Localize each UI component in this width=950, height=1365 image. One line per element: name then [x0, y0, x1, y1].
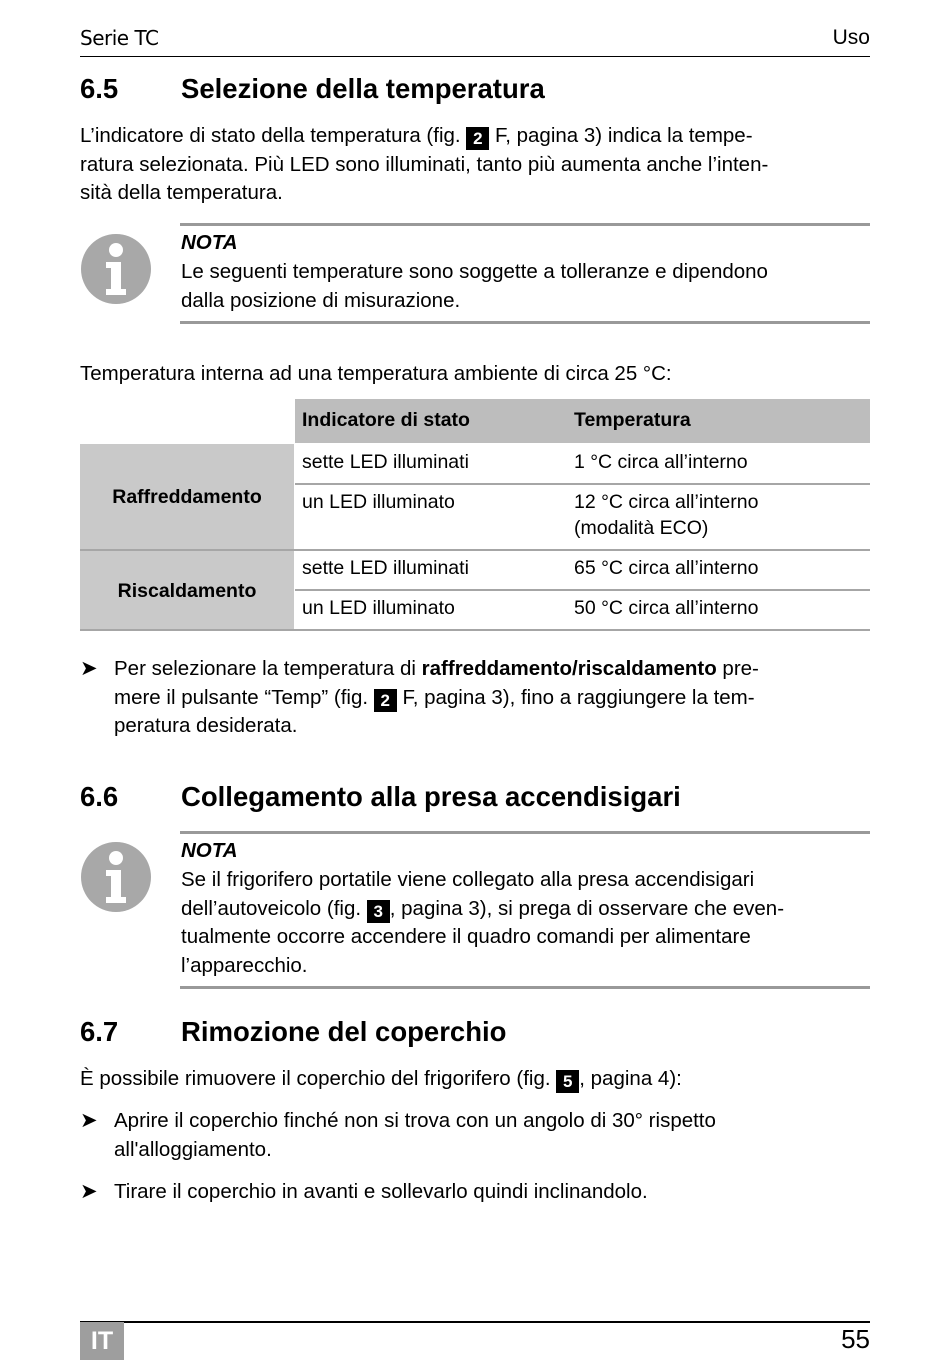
text: Per selezionare la temperatura di [114, 657, 422, 680]
row-divider [80, 549, 870, 551]
text: pre- [716, 657, 759, 680]
text: Se il frigorifero portatile viene collegato alla presa accendisigari [181, 868, 755, 891]
text: Aprire il coperchio finché non si trova con un angolo di 30° rispetto [114, 1109, 716, 1132]
series-name: Serie TC [80, 26, 159, 50]
row-divider [295, 589, 870, 591]
note-label: NOTA [181, 231, 238, 254]
text: tualmente occorre accendere il quadro comandi per alimentare [181, 925, 751, 948]
arrow-icon: ➤ [80, 1109, 98, 1132]
table-cell-temperature: 12 °C circa all’interno [574, 491, 759, 513]
text: l’apparecchio. [181, 953, 308, 977]
column-header-indicator: Indicatore di stato [302, 409, 470, 431]
text: dell’autoveicolo (fig. [181, 896, 367, 920]
text: , pagina 3), si prega di osservare che even- [389, 896, 785, 920]
table-cell-indicator: sette LED illuminati [302, 451, 469, 473]
step-text [114, 1107, 870, 1164]
instruction-step-select-temperature [80, 655, 870, 741]
table-cell-indicator: un LED illuminato [302, 597, 455, 619]
note-top-rule [180, 223, 870, 226]
section-number: 6.5 [80, 73, 119, 104]
arrow-icon: ➤ [80, 1180, 98, 1203]
text: Tirare il coperchio in avanti e sollevarlo quindi inclinandolo [114, 1180, 642, 1203]
row-group-heating [80, 551, 294, 631]
footer-rule [80, 1321, 870, 1323]
row-divider [295, 483, 870, 485]
figure-ref-badge: 5 [556, 1070, 579, 1093]
intro-paragraph-6-7 [80, 1065, 870, 1094]
row-group-cooling [80, 444, 294, 549]
table-cell-temperature: 65 °C circa all’interno [574, 557, 759, 579]
text: sità della temperatura. [80, 181, 283, 204]
section-title: Selezione della temperatura [181, 73, 545, 104]
instruction-step-open-lid [80, 1107, 870, 1165]
table-cell-temperature-note: (modalità ECO) [574, 517, 709, 539]
arrow-icon: ➤ [80, 657, 98, 680]
note-bottom-rule [180, 986, 870, 989]
note-box-cigarette-socket [80, 831, 870, 991]
note-box-temperature [80, 223, 870, 327]
note-text [181, 866, 871, 980]
group-label: Riscaldamento [117, 580, 257, 602]
table-cell-temperature: 50 °C circa all’interno [574, 597, 759, 619]
chapter-name: Uso [832, 26, 870, 49]
text: . [641, 1180, 648, 1203]
page-number: 55 [841, 1324, 870, 1354]
figure-ref-badge: 2 [466, 127, 489, 150]
table-cell-indicator: un LED illuminato [302, 491, 455, 513]
note-label: NOTA [181, 839, 238, 862]
row-divider [80, 629, 870, 631]
column-header-temperature: Temperatura [574, 409, 691, 431]
text: L’indicatore di stato della temperatura (fig. [80, 124, 467, 147]
note-text [181, 258, 871, 315]
language-badge: IT [80, 1322, 124, 1360]
temperature-table [80, 399, 870, 631]
group-label: Raffreddamento [112, 485, 262, 508]
table-intro [80, 360, 870, 389]
figure-ref-badge: 3 [367, 900, 390, 923]
text: ratura selezionata. Più LED sono illuminati, tanto più aumenta anche l’inten- [80, 152, 769, 176]
intro-paragraph-6-5 [80, 122, 870, 208]
section-title: Rimozione del coperchio [181, 1016, 507, 1047]
step-text [114, 655, 870, 741]
info-icon [80, 841, 152, 913]
step-text [114, 1178, 870, 1207]
section-number: 6.7 [80, 1016, 119, 1047]
text: È possibile rimuovere il coperchio del frigorifero (fig. [80, 1067, 557, 1090]
bold-text: raffreddamento/riscaldamento [421, 657, 717, 680]
text: Temperatura interna ad una temperatura ambiente di circa 25 °C: [80, 362, 672, 385]
figure-ref-badge: 2 [374, 689, 397, 712]
page-header [80, 26, 870, 57]
text: F, pagina 3), fino a raggiungere la tem- [396, 685, 755, 709]
instruction-step-lift-lid [80, 1178, 870, 1208]
text: , pagina 4): [579, 1067, 682, 1090]
text: F, pagina 3) indica la tempe- [489, 124, 753, 147]
note-bottom-rule [180, 321, 870, 324]
text: mere il pulsante “Temp” (fig. [114, 685, 374, 709]
text: all'alloggiamento. [114, 1137, 272, 1161]
text: dalla posizione di misurazione. [181, 288, 461, 312]
text: Le seguenti temperature sono soggette a tolleranze e dipendono [181, 260, 768, 283]
section-number: 6.6 [80, 781, 119, 812]
section-title: Collegamento alla presa accendisigari [181, 781, 681, 812]
table-cell-indicator: sette LED illuminati [302, 557, 469, 579]
table-cell-temperature: 1 °C circa all’interno [574, 451, 748, 473]
info-icon [80, 233, 152, 305]
note-top-rule [180, 831, 870, 834]
text: peratura desiderata. [114, 714, 298, 737]
